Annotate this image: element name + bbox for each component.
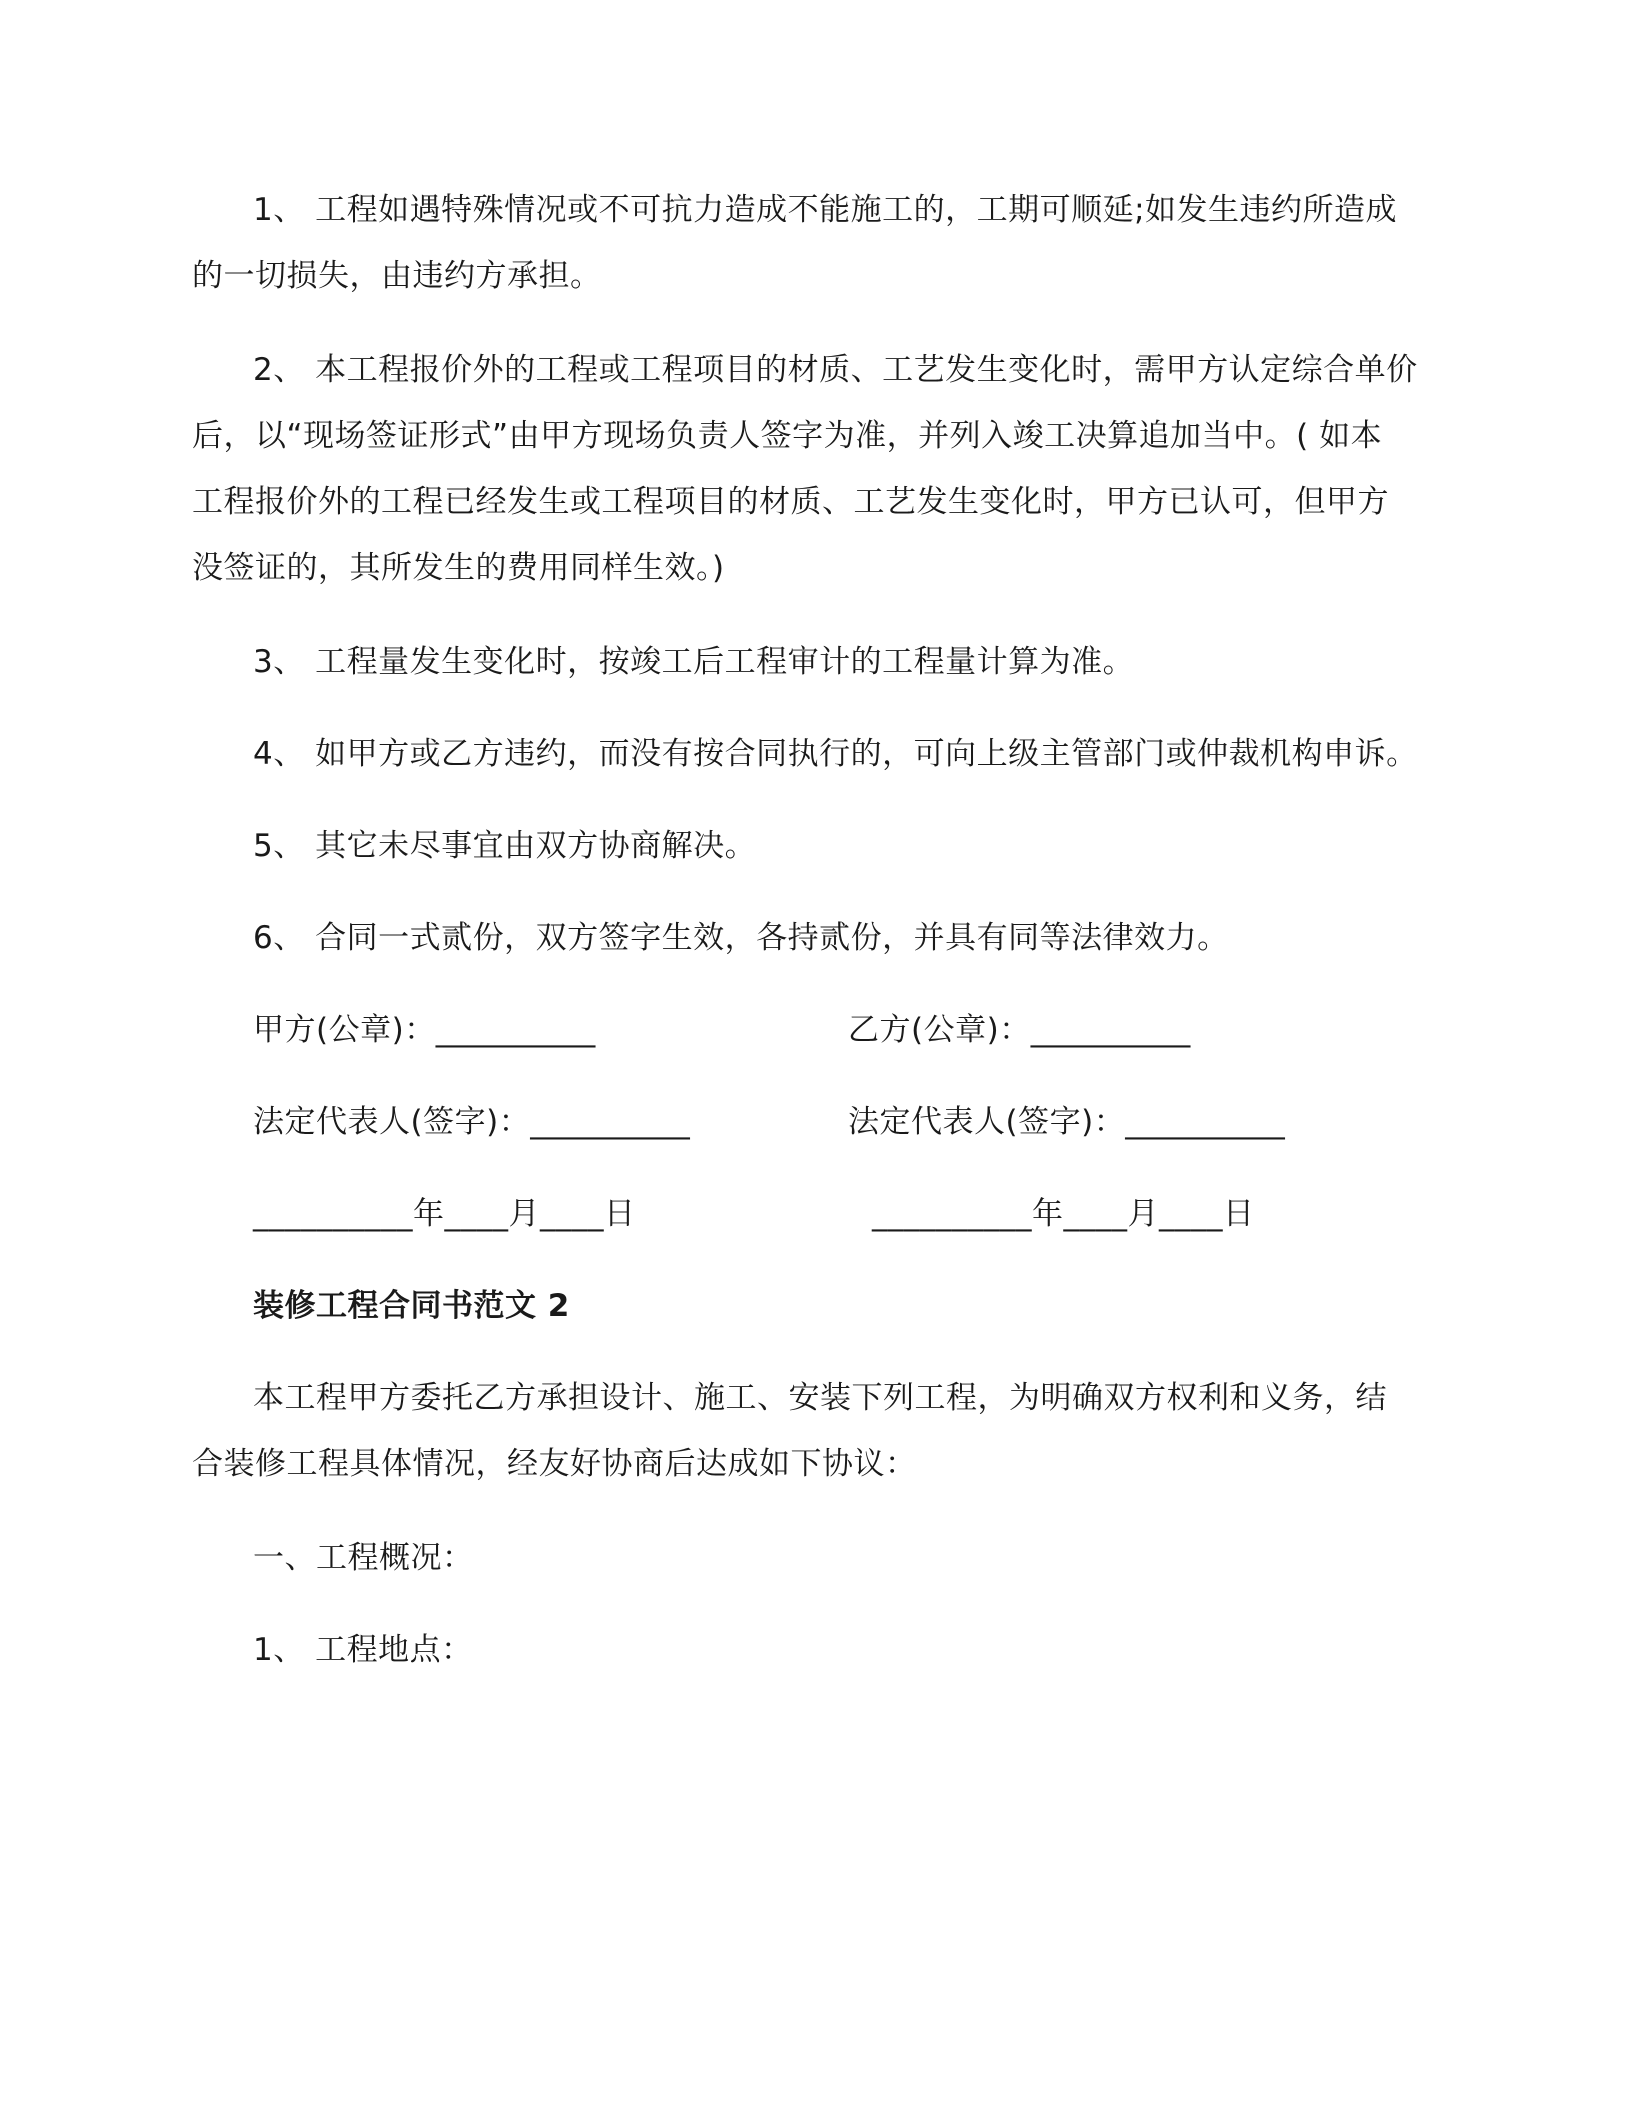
clause-2-line-3: 工程报价外的工程已经发生或工程项目的材质、工艺发生变化时，甲方已认可，但甲方 — [192, 484, 1389, 520]
clause-1-line-1: 1、 工程如遇特殊情况或不可抗力造成不能施工的，工期可顺延;如发生违约所造成 — [253, 192, 1398, 228]
clause-2-line-2: 后，以“现场签证形式”由甲方现场负责人签字为准，并列入竣工决算追加当中。( 如本 — [192, 418, 1383, 454]
party-b-representative-line: 法定代表人(签字)：__________ — [848, 1104, 1286, 1140]
party-a-seal-line: 甲方(公章)：__________ — [253, 1012, 596, 1048]
project-location-item: 1、 工程地点： — [253, 1632, 473, 1668]
clause-5: 5、 其它未尽事宜由双方协商解决。 — [253, 828, 757, 864]
clause-1-line-2: 的一切损失，由违约方承担。 — [192, 258, 602, 294]
clause-4: 4、 如甲方或乙方违约，而没有按合同执行的，可向上级主管部门或仲裁机构申诉。 — [253, 736, 1418, 772]
clause-3: 3、 工程量发生变化时，按竣工后工程审计的工程量计算为准。 — [253, 644, 1135, 680]
clause-2-line-4: 没签证的，其所发生的费用同样生效。) — [192, 550, 725, 586]
section-2-title: 装修工程合同书范文 2 — [253, 1288, 570, 1324]
party-b-date-line: __________年____月____日 — [872, 1196, 1255, 1232]
clause-2-line-1: 2、 本工程报价外的工程或工程项目的材质、工艺发生变化时，需甲方认定综合单价 — [253, 352, 1418, 388]
clause-6: 6、 合同一式贰份，双方签字生效，各持贰份，并具有同等法律效力。 — [253, 920, 1229, 956]
party-b-seal-line: 乙方(公章)：__________ — [848, 1012, 1191, 1048]
project-overview-heading: 一、工程概况： — [253, 1540, 474, 1576]
section-2-intro-line-1: 本工程甲方委托乙方承担设计、施工、安装下列工程，为明确双方权利和义务，结 — [253, 1380, 1387, 1416]
party-a-date-line: __________年____月____日 — [253, 1196, 636, 1232]
section-2-intro-line-2: 合装修工程具体情况，经友好协商后达成如下协议： — [192, 1446, 917, 1482]
party-a-representative-line: 法定代表人(签字)：__________ — [253, 1104, 691, 1140]
